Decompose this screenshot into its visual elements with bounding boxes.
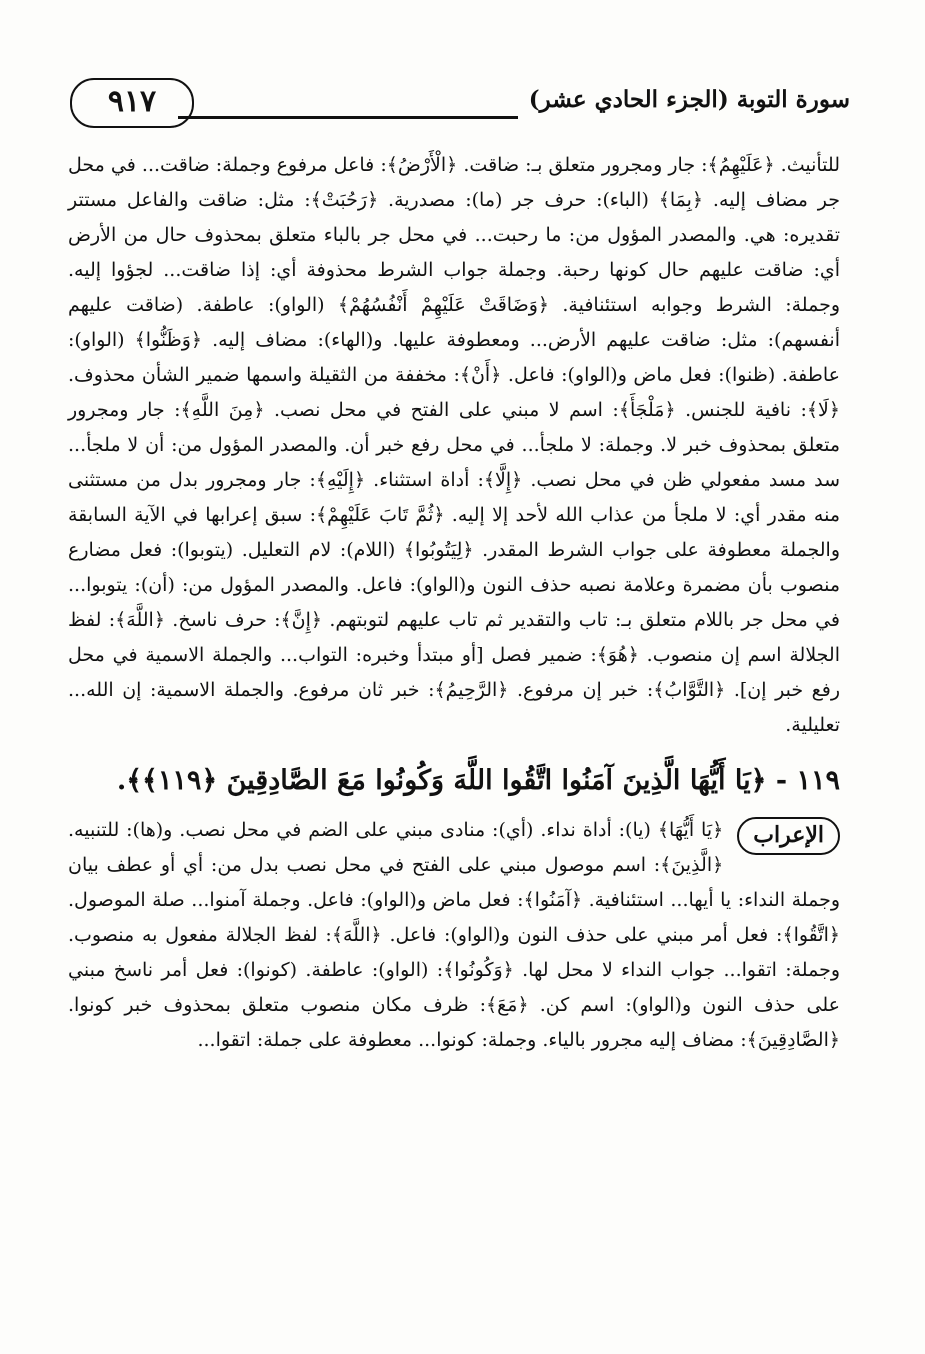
page-title: سورة التوبة (الجزء الحادي عشر) <box>528 86 850 113</box>
page-body <box>68 148 840 1058</box>
page-header <box>60 70 850 134</box>
header-rule <box>178 116 518 119</box>
irab-text: ﴿يَا أَيُّهَا﴾ (يا): أداة نداء. (أي): منادى مبني على الضم في محل نصب. و(ها): للتنبيه. ﴿الَّذِينَ﴾: اسم موصول مبني على الفتح في محل نصب بدل من: أي أو عطف بيان وجملة النداء: يا أيها... استئنافية. ﴿آمَنُوا﴾: فعل ماض و(الواو): فاعل. وجملة آمنوا... صلة الموصول. ﴿اتَّقُوا﴾: فعل أمر مبني على حذف النون و(الواو): فاعل. ﴿اللَّهَ﴾: لفظ الجلالة مفعول به منصوب. وجملة: اتقوا... جواب النداء لا محل لها. ﴿وَكُونُوا﴾: (الواو): عاطفة. (كونوا): فعل أمر ناسخ مبني على حذف النون و(الواو): اسم كن. ﴿مَعَ﴾: ظرف مكان منصوب متعلق بمحذوف خبر كونوا. ﴿الصَّادِقِينَ﴾: مضاف إليه مجرور بالياء. وجملة: كونوا... معطوفة على جملة: اتقوا... <box>68 819 840 1051</box>
page-number: ٩١٧ <box>70 78 194 128</box>
commentary-paragraph: للتأنيث. ﴿عَلَيْهِمُ﴾: جار ومجرور متعلق بـ: ضاقت. ﴿الْأَرْضُ﴾: فاعل مرفوع وجملة: ضاقت... في محل جر مضاف إليه. ﴿بِمَا﴾ (الباء): حرف جر (ما): مصدرية. ﴿رَحُبَتْ﴾: مثل: ضاقت والفاعل مستتر تقديره: هي. والمصدر المؤول من: ما رحبت... في محل جر بالباء متعلق بمحذوف حال من الأرض أي: ضاقت عليهم حال كونها رحبة. وجملة جواب الشرط محذوفة أي: إذا ضاقت... لجؤوا إليه. وجملة: الشرط وجوابه استئنافية. ﴿وَضَاقَتْ عَلَيْهِمْ أَنْفُسُهُمْ﴾ (الواو): عاطفة. (ضاقت عليهم أنفسهم): مثل: ضاقت عليهم الأرض... ومعطوفة عليها. و(الهاء): مضاف إليه. ﴿وَظَنُّوا﴾ (الواو): عاطفة. (ظنوا): فعل ماض و(الواو): فاعل. ﴿أَنْ﴾: مخففة من الثقيلة واسمها ضمير الشأن محذوف. ﴿لَا﴾: نافية للجنس. ﴿مَلْجَأَ﴾: اسم لا مبني على الفتح في محل نصب. ﴿مِنَ اللَّهِ﴾: جار ومجرور متعلق بمحذوف خبر لا. وجملة: لا ملجأ... في محل رفع خبر أن. والمصدر المؤول من: أن لا ملجأ... سد مسد مفعولي ظن في محل نصب. ﴿إِلَّا﴾: أداة استثناء. ﴿إِلَيْهِ﴾: جار ومجرور بدل من مستثنى منه مقدر أي: لا ملجأ من عذاب الله لأحد إلا إليه. ﴿ثُمَّ تَابَ عَلَيْهِمْ﴾: سبق إعرابها في الآية السابقة والجملة معطوفة على جواب الشرط المقدر. ﴿لِيَتُوبُوا﴾ (اللام): لام التعليل. (يتوبوا): فعل مضارع منصوب بأن مضمرة وعلامة نصبه حذف النون و(الواو): فاعل. والمصدر المؤول من: (أن): يتوبوا... في محل جر باللام متعلق بـ: تاب والتقدير ثم تاب عليهم لتوبتهم. ﴿إِنَّ﴾: حرف ناسخ. ﴿اللَّهَ﴾: لفظ الجلالة اسم إن منصوب. ﴿هُوَ﴾: ضمير فصل [أو مبتدأ وخبره: التواب... والجملة الاسمية في محل رفع خبر إن]. ﴿التَّوَّابُ﴾: خبر إن مرفوع. ﴿الرَّحِيمُ﴾: خبر ثان مرفوع. والجملة الاسمية: إن الله... تعليلية. <box>68 154 840 736</box>
ayah-verse: ١١٩ - ﴿يَا أَيُّهَا الَّذِينَ آمَنُوا اتَّقُوا اللَّهَ وَكُونُوا مَعَ الصَّادِقِينَ ﴿١١٩﴾﴾. <box>116 765 840 796</box>
irab-section <box>68 813 840 1058</box>
irab-label: الإعراب <box>737 817 840 855</box>
